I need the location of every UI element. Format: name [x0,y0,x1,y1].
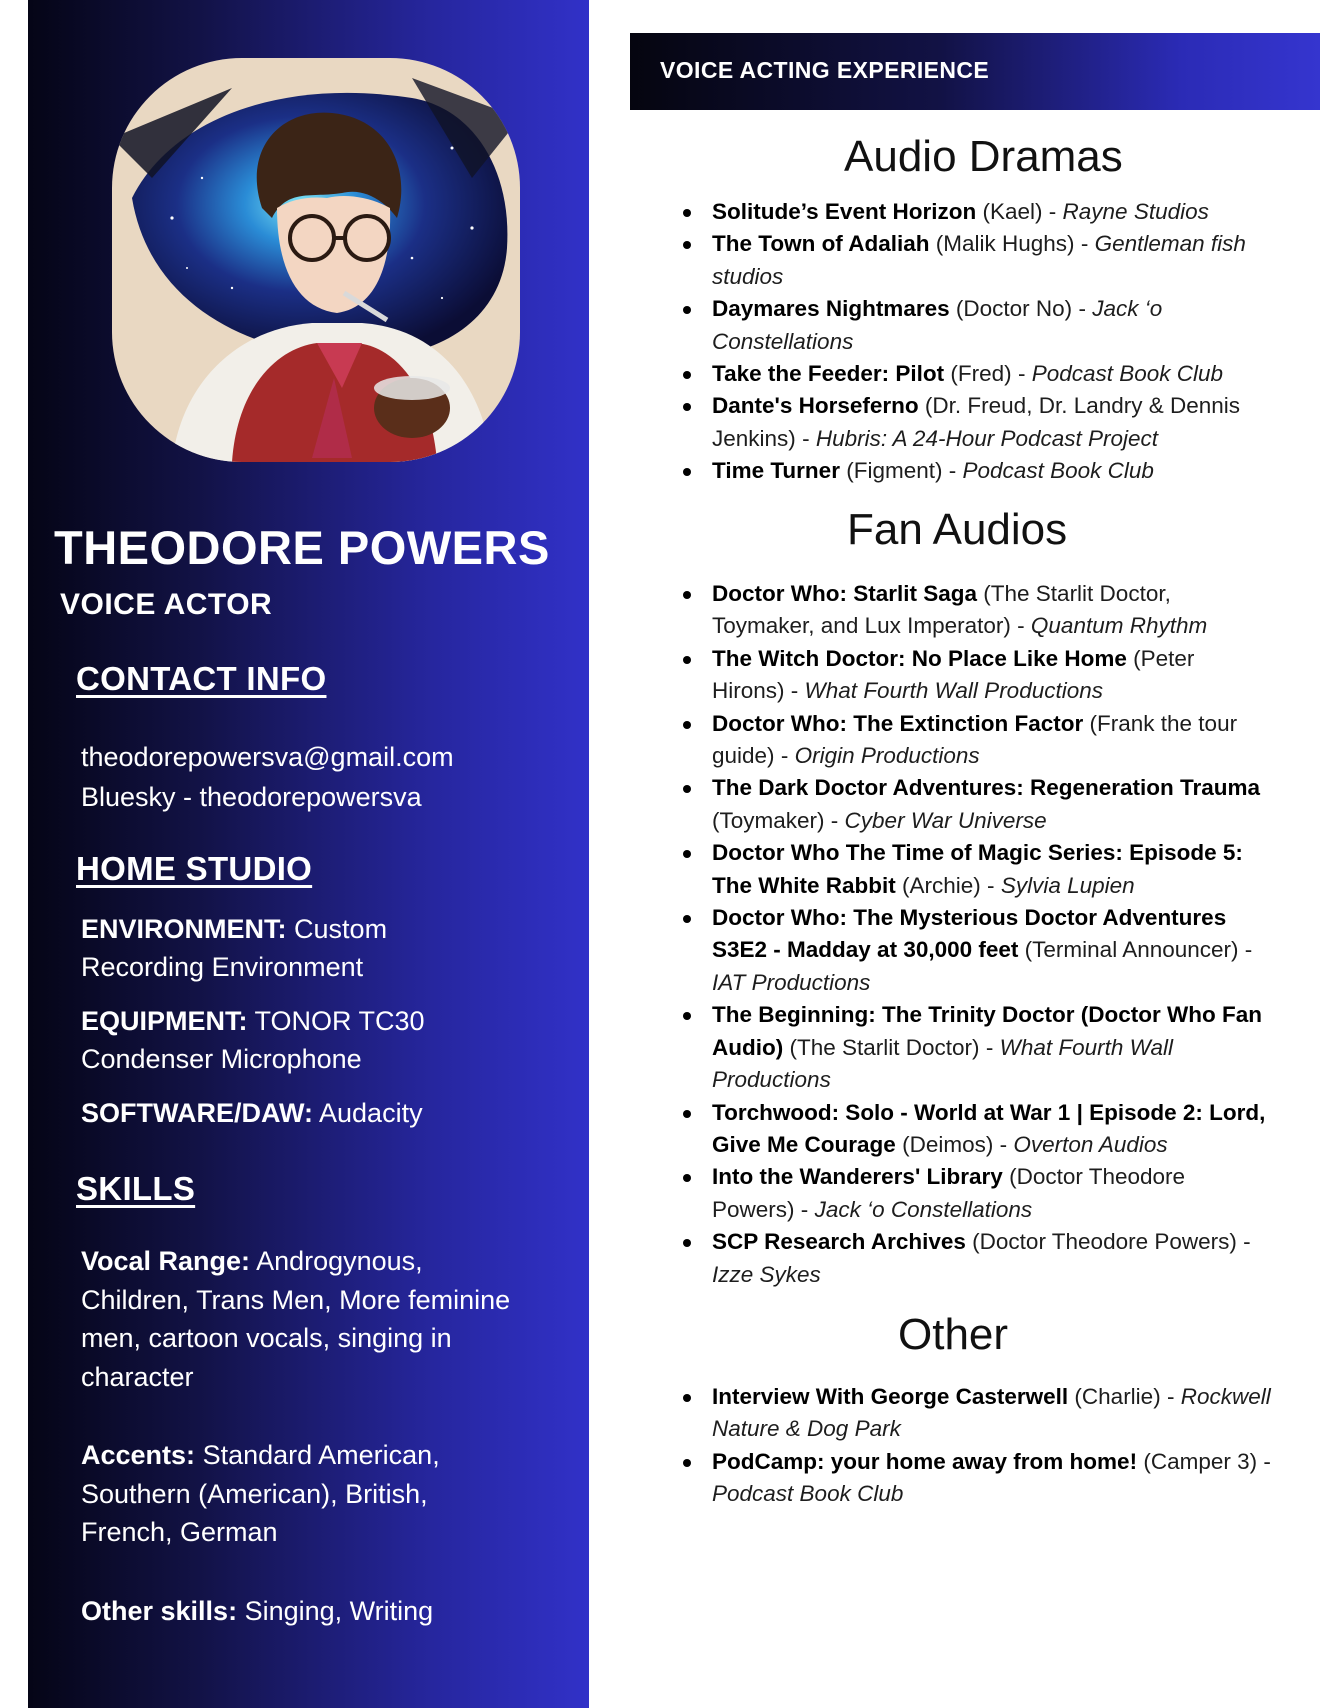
profile-role: VOICE ACTOR [60,588,273,621]
credit-title: PodCamp: your home away from home! [712,1448,1138,1474]
studio-equipment: EQUIPMENT: TONOR TC30 Condenser Microphone [81,1006,425,1074]
sidebar [28,0,589,1708]
credit-title: The Town of Adaliah [712,231,930,257]
credit-role: (Archie) [902,872,981,898]
avatar [112,58,520,462]
credit-title: Into the Wanderers' Library [712,1164,1003,1190]
credit-item [672,1097,1272,1162]
credit-separator: - [780,743,789,769]
credit-separator: - [802,425,810,451]
credit-role: (Deimos) [902,1131,994,1157]
credit-studio: Gentleman fish studios [712,231,1246,289]
credit-separator: - [1166,1384,1175,1409]
credit-item [672,1226,1272,1291]
credit-separator: - [1263,1448,1271,1474]
audio-dramas-list [672,196,1272,488]
credit-role: (Figment) [846,458,943,484]
credit-separator: - [1017,613,1025,639]
credit-title: Time Turner [712,458,840,484]
credit-role: (The Starlit Doctor, Toymaker, and Lux Imperator) [712,581,1171,639]
credit-item [672,1446,1272,1511]
credit-studio: What Fourth Wall Productions [712,1034,1173,1093]
profile-name: THEODORE POWERS [54,521,550,574]
credit-item [672,390,1272,455]
skills-details [81,1242,511,1670]
credit-role: (Doctor No) [955,296,1073,322]
audio-dramas-heading: Audio Dramas [844,132,1123,181]
credit-title: Solitude’s Event Horizon [712,199,977,224]
credit-separator: - [985,1034,994,1060]
credit-role: (Terminal Announcer) [1024,937,1239,963]
skill-vocal-range: Vocal Range: Androgynous, Children, Trans Men, More feminine men, cartoon vocals, singing in character [81,1246,511,1392]
credit-studio: Jack ‘o Constellations [712,296,1163,354]
credit-separator: - [1078,296,1086,322]
other-list [672,1381,1272,1511]
experience-banner-title: VOICE ACTING EXPERIENCE [660,57,990,83]
fan-audios-heading: Fan Audios [847,505,1068,554]
credit-item [672,772,1272,837]
studio-environment: ENVIRONMENT: Custom Recording Environment [81,914,388,982]
credit-studio: Podcast Book Club [962,458,1154,484]
credit-studio: Sylvia Lupien [1000,872,1135,898]
credit-separator: - [1048,199,1057,224]
credit-item [672,643,1272,708]
email-address[interactable]: theodorepowersva@gmail.com [81,742,454,772]
credit-role: (Camper 3) [1143,1448,1258,1474]
credit-title: Doctor Who: Starlit Saga [712,581,978,606]
credit-title: Doctor Who: The Extinction Factor [712,710,1084,736]
credit-studio: Cyber War Universe [844,807,1047,833]
credit-role: (Doctor Theodore Powers) [972,1229,1237,1255]
credit-separator: - [999,1131,1008,1157]
credit-role: (The Starlit Doctor) [789,1034,980,1060]
skills-heading: SKILLS [76,1170,196,1207]
credit-role: (Charlie) [1074,1384,1161,1409]
credit-role: (Dr. Freud, Dr. Landry & Dennis Jenkins) [712,393,1241,451]
credit-separator: - [987,872,995,898]
credit-item [672,358,1272,390]
credit-item [672,196,1272,228]
credit-separator: - [790,678,799,704]
credit-separator: - [830,807,839,833]
credit-item [672,455,1272,487]
credit-title: Take the Feeder: Pilot [712,361,945,387]
experience-banner [630,33,1320,110]
credit-item [672,578,1272,643]
social-handle[interactable]: Bluesky - theodorepowersva [81,782,422,812]
credit-studio: IAT Productions [712,969,871,995]
credit-studio: Podcast Book Club [1031,361,1224,387]
credit-item [672,293,1272,358]
credit-separator: - [948,458,957,484]
credit-item [672,1161,1272,1226]
credit-separator: - [1017,361,1026,387]
credit-item [672,228,1272,293]
credit-studio: Overton Audios [1013,1131,1168,1157]
credit-studio: Jack ‘o Constellations [814,1196,1033,1222]
credit-title: Interview With George Casterwell [712,1384,1069,1409]
credit-item [672,837,1272,902]
contact-heading: CONTACT INFO [76,660,327,697]
skill-accents: Accents: Standard American, Southern (American), British, French, German [81,1440,440,1547]
credit-title: Doctor Who: The Mysterious Doctor Adventures S3E2 - Madday at 30,000 feet [712,905,1227,963]
credit-role: (Doctor Theodore Powers) [712,1164,1186,1222]
credit-studio: Rockwell Nature & Dog Park [712,1384,1271,1442]
credit-item [672,999,1272,1096]
credit-item [672,708,1272,773]
credit-studio: Quantum Rhythm [1030,613,1208,639]
credit-role: (Fred) [950,361,1012,387]
credit-separator: - [1080,231,1089,257]
credit-title: Doctor Who The Time of Magic Series: Episode 5: The White Rabbit [712,840,1243,898]
credit-item [672,902,1272,999]
other-heading: Other [898,1310,1009,1359]
credit-studio: Origin Productions [794,743,980,769]
credit-role: (Frank the tour guide) [712,710,1238,769]
credit-title: The Beginning: The Trinity Doctor (Doctor Who Fan Audio) [712,1002,1262,1060]
credit-separator: - [1243,1229,1251,1255]
credit-role: (Malik Hughs) [935,231,1075,257]
home-studio-heading: HOME STUDIO [76,850,313,887]
credit-separator: - [1244,937,1253,963]
credit-separator: - [800,1196,809,1222]
credit-title: SCP Research Archives [712,1229,966,1255]
credit-studio: Hubris: A 24-Hour Podcast Project [815,425,1159,451]
studio-software: SOFTWARE/DAW: Audacity [81,1098,423,1128]
credit-studio: What Fourth Wall Productions [804,678,1104,704]
credit-title: Daymares Nightmares [712,296,950,322]
credit-studio: Izze Sykes [712,1261,821,1287]
credit-title: The Witch Doctor: No Place Like Home [712,645,1127,671]
credit-role: (Peter Hirons) [712,645,1195,704]
skill-other: Other skills: Singing, Writing [81,1595,434,1626]
home-studio-details [81,910,511,1148]
credit-title: The Dark Doctor Adventures: Regeneration Trauma [712,775,1261,801]
fan-audios-list [672,578,1272,1291]
credit-item [672,1381,1272,1446]
profile-portrait-illustration [112,58,520,462]
contact-info [81,737,454,817]
credit-studio: Rayne Studios [1062,199,1209,224]
credit-studio: Podcast Book Club [712,1481,904,1507]
credit-role: (Toymaker) [712,807,825,833]
credit-title: Torchwood: Solo - World at War 1 | Episode 2: Lord, Give Me Courage [712,1099,1266,1157]
credit-title: Dante's Horseferno [712,393,919,419]
credit-role: (Kael) [982,199,1043,224]
